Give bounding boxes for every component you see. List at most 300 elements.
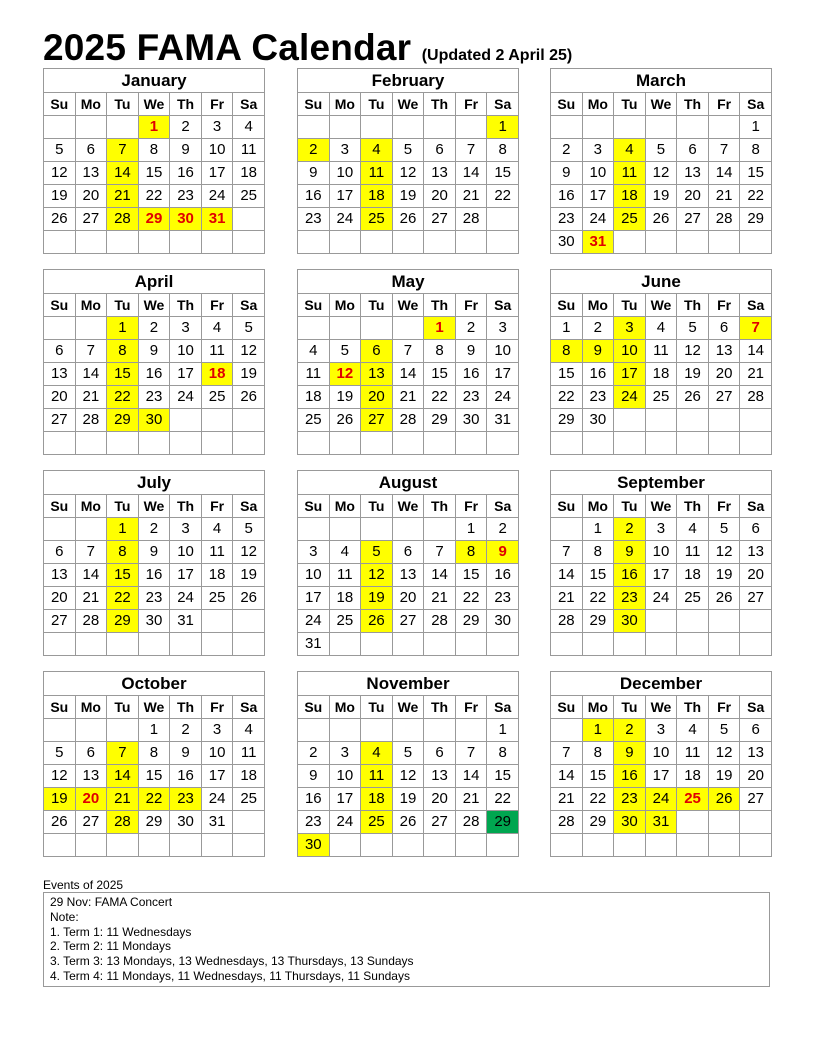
day-cell: 4 <box>201 518 233 541</box>
empty-cell <box>614 231 646 254</box>
weekday-header: We <box>392 696 424 719</box>
weekday-header: Mo <box>582 495 614 518</box>
weekday-header: Su <box>298 93 330 116</box>
day-cell: 18 <box>329 587 361 610</box>
day-cell: 10 <box>201 139 233 162</box>
empty-cell <box>75 231 107 254</box>
day-cell: 5 <box>44 139 76 162</box>
day-cell: 17 <box>645 765 677 788</box>
day-cell: 28 <box>455 208 487 231</box>
empty-cell <box>138 633 170 656</box>
weekday-header: Mo <box>75 696 107 719</box>
weekday-header: Th <box>677 93 709 116</box>
empty-cell <box>677 834 709 857</box>
day-cell: 12 <box>392 162 424 185</box>
empty-cell <box>329 719 361 742</box>
day-cell: 17 <box>170 564 202 587</box>
weekday-header: Sa <box>740 93 772 116</box>
day-cell: 14 <box>708 162 740 185</box>
page-subtitle: (Updated 2 April 25) <box>421 47 573 64</box>
month-table <box>297 68 519 254</box>
weekday-header: Fr <box>455 495 487 518</box>
day-cell: 16 <box>551 185 583 208</box>
day-cell: 2 <box>455 317 487 340</box>
month-name: April <box>44 270 265 294</box>
day-cell: 17 <box>201 162 233 185</box>
empty-cell <box>455 719 487 742</box>
month-name: September <box>551 471 772 495</box>
day-cell: 30 <box>487 610 519 633</box>
day-cell: 25 <box>233 185 265 208</box>
day-cell: 14 <box>75 363 107 386</box>
day-cell: 23 <box>487 587 519 610</box>
empty-cell <box>708 610 740 633</box>
day-cell: 9 <box>455 340 487 363</box>
day-cell: 21 <box>75 587 107 610</box>
day-cell: 2 <box>170 116 202 139</box>
day-cell: 8 <box>740 139 772 162</box>
day-cell: 28 <box>107 208 139 231</box>
day-cell: 30 <box>455 409 487 432</box>
weekday-header: Su <box>298 696 330 719</box>
day-cell: 18 <box>361 788 393 811</box>
weekday-header: Fr <box>708 696 740 719</box>
day-cell: 20 <box>677 185 709 208</box>
empty-cell <box>424 633 456 656</box>
day-cell: 10 <box>298 564 330 587</box>
day-cell: 24 <box>582 208 614 231</box>
weekday-header: We <box>138 495 170 518</box>
empty-cell <box>392 719 424 742</box>
day-cell: 23 <box>614 788 646 811</box>
day-cell: 3 <box>487 317 519 340</box>
weekday-header: Sa <box>487 495 519 518</box>
day-cell: 27 <box>44 409 76 432</box>
day-cell: 15 <box>424 363 456 386</box>
weekday-header: Th <box>170 93 202 116</box>
day-cell: 8 <box>582 742 614 765</box>
day-cell: 26 <box>329 409 361 432</box>
empty-cell <box>392 432 424 455</box>
month-table <box>550 470 772 656</box>
events-box <box>43 892 770 987</box>
day-cell: 16 <box>455 363 487 386</box>
day-cell: 14 <box>455 162 487 185</box>
empty-cell <box>614 834 646 857</box>
day-cell: 5 <box>645 139 677 162</box>
weekday-header: Su <box>551 696 583 719</box>
day-cell: 23 <box>138 386 170 409</box>
day-cell: 31 <box>487 409 519 432</box>
day-cell: 16 <box>170 765 202 788</box>
weekday-header: Tu <box>361 294 393 317</box>
weekday-header: Sa <box>740 495 772 518</box>
month-january <box>43 68 265 254</box>
day-cell: 24 <box>487 386 519 409</box>
day-cell: 1 <box>107 518 139 541</box>
day-cell: 19 <box>329 386 361 409</box>
empty-cell <box>708 231 740 254</box>
day-cell: 15 <box>138 162 170 185</box>
weekday-header: Fr <box>201 495 233 518</box>
day-cell: 9 <box>138 340 170 363</box>
day-cell: 5 <box>392 139 424 162</box>
day-cell: 8 <box>138 139 170 162</box>
weekday-header: Mo <box>75 495 107 518</box>
day-cell: 8 <box>138 742 170 765</box>
day-cell: 9 <box>298 162 330 185</box>
weekday-header: Th <box>424 495 456 518</box>
month-november <box>297 671 519 857</box>
day-cell: 11 <box>361 162 393 185</box>
empty-cell <box>740 409 772 432</box>
day-cell: 21 <box>392 386 424 409</box>
day-cell: 6 <box>361 340 393 363</box>
day-cell: 13 <box>44 363 76 386</box>
empty-cell <box>455 633 487 656</box>
day-cell: 24 <box>201 788 233 811</box>
day-cell: 18 <box>298 386 330 409</box>
day-cell: 24 <box>201 185 233 208</box>
day-cell: 21 <box>424 587 456 610</box>
weekday-header: Fr <box>455 93 487 116</box>
empty-cell <box>44 317 76 340</box>
empty-cell <box>44 834 76 857</box>
day-cell: 22 <box>740 185 772 208</box>
empty-cell <box>740 834 772 857</box>
day-cell: 24 <box>614 386 646 409</box>
day-cell: 25 <box>201 386 233 409</box>
empty-cell <box>551 116 583 139</box>
empty-cell <box>44 116 76 139</box>
empty-cell <box>329 432 361 455</box>
day-cell: 11 <box>233 139 265 162</box>
empty-cell <box>708 116 740 139</box>
day-cell: 27 <box>424 811 456 834</box>
day-cell: 7 <box>424 541 456 564</box>
day-cell: 19 <box>708 564 740 587</box>
day-cell: 3 <box>329 139 361 162</box>
weekday-header: Sa <box>740 696 772 719</box>
day-cell: 18 <box>645 363 677 386</box>
empty-cell <box>75 633 107 656</box>
day-cell: 15 <box>107 564 139 587</box>
empty-cell <box>424 518 456 541</box>
day-cell: 2 <box>170 719 202 742</box>
empty-cell <box>361 116 393 139</box>
day-cell: 10 <box>170 541 202 564</box>
weekday-header: Mo <box>582 294 614 317</box>
day-cell: 22 <box>424 386 456 409</box>
month-table <box>550 269 772 455</box>
day-cell: 16 <box>138 363 170 386</box>
empty-cell <box>298 116 330 139</box>
day-cell: 13 <box>75 765 107 788</box>
weekday-header: Fr <box>708 294 740 317</box>
empty-cell <box>361 231 393 254</box>
day-cell: 11 <box>361 765 393 788</box>
day-cell: 1 <box>455 518 487 541</box>
day-cell: 27 <box>740 788 772 811</box>
day-cell: 30 <box>138 610 170 633</box>
weekday-header: We <box>138 696 170 719</box>
day-cell: 13 <box>424 765 456 788</box>
day-cell: 4 <box>233 719 265 742</box>
month-february <box>297 68 519 254</box>
day-cell: 17 <box>645 564 677 587</box>
day-cell: 15 <box>582 765 614 788</box>
empty-cell <box>708 834 740 857</box>
day-cell: 30 <box>170 208 202 231</box>
weekday-header: Sa <box>233 495 265 518</box>
day-cell: 8 <box>487 139 519 162</box>
empty-cell <box>424 116 456 139</box>
weekday-header: We <box>645 495 677 518</box>
day-cell: 27 <box>75 208 107 231</box>
empty-cell <box>75 116 107 139</box>
day-cell: 26 <box>708 587 740 610</box>
empty-cell <box>392 317 424 340</box>
weekday-header: Su <box>44 93 76 116</box>
day-cell: 31 <box>582 231 614 254</box>
day-cell: 10 <box>329 162 361 185</box>
day-cell: 21 <box>455 788 487 811</box>
day-cell: 8 <box>487 742 519 765</box>
day-cell: 8 <box>582 541 614 564</box>
day-cell: 24 <box>170 386 202 409</box>
day-cell: 6 <box>75 742 107 765</box>
day-cell: 18 <box>677 564 709 587</box>
weekday-header: Sa <box>487 93 519 116</box>
day-cell: 14 <box>392 363 424 386</box>
month-december <box>550 671 772 857</box>
day-cell: 27 <box>392 610 424 633</box>
day-cell: 22 <box>107 587 139 610</box>
day-cell: 17 <box>614 363 646 386</box>
day-cell: 20 <box>44 386 76 409</box>
day-cell: 11 <box>677 742 709 765</box>
empty-cell <box>645 409 677 432</box>
day-cell: 15 <box>551 363 583 386</box>
month-name: February <box>298 69 519 93</box>
empty-cell <box>107 116 139 139</box>
empty-cell <box>645 432 677 455</box>
day-cell: 2 <box>551 139 583 162</box>
day-cell: 6 <box>392 541 424 564</box>
weekday-header: Fr <box>201 696 233 719</box>
empty-cell <box>455 432 487 455</box>
day-cell: 24 <box>645 587 677 610</box>
empty-cell <box>44 231 76 254</box>
day-cell: 2 <box>298 742 330 765</box>
day-cell: 17 <box>487 363 519 386</box>
day-cell: 4 <box>233 116 265 139</box>
day-cell: 7 <box>551 742 583 765</box>
month-october <box>43 671 265 857</box>
empty-cell <box>170 409 202 432</box>
empty-cell <box>645 610 677 633</box>
day-cell: 31 <box>201 208 233 231</box>
day-cell: 5 <box>233 317 265 340</box>
empty-cell <box>487 208 519 231</box>
day-cell: 16 <box>582 363 614 386</box>
day-cell: 5 <box>677 317 709 340</box>
weekday-header: Mo <box>329 93 361 116</box>
weekday-header: Su <box>298 495 330 518</box>
empty-cell <box>361 719 393 742</box>
day-cell: 5 <box>708 518 740 541</box>
day-cell: 5 <box>708 719 740 742</box>
empty-cell <box>582 432 614 455</box>
day-cell: 18 <box>201 363 233 386</box>
day-cell: 15 <box>107 363 139 386</box>
day-cell: 1 <box>487 719 519 742</box>
weekday-header: Th <box>170 294 202 317</box>
empty-cell <box>298 317 330 340</box>
day-cell: 29 <box>740 208 772 231</box>
weekday-header: Su <box>298 294 330 317</box>
day-cell: 26 <box>44 811 76 834</box>
empty-cell <box>677 116 709 139</box>
day-cell: 25 <box>233 788 265 811</box>
day-cell: 29 <box>138 208 170 231</box>
weekday-header: Tu <box>614 93 646 116</box>
day-cell: 22 <box>487 788 519 811</box>
day-cell: 25 <box>201 587 233 610</box>
weekday-header: Su <box>44 696 76 719</box>
day-cell: 21 <box>107 185 139 208</box>
month-table <box>297 671 519 857</box>
day-cell: 9 <box>614 742 646 765</box>
day-cell: 10 <box>170 340 202 363</box>
empty-cell <box>233 834 265 857</box>
month-september <box>550 470 772 656</box>
day-cell: 11 <box>677 541 709 564</box>
weekday-header: Mo <box>582 93 614 116</box>
month-july <box>43 470 265 656</box>
day-cell: 9 <box>170 742 202 765</box>
empty-cell <box>329 518 361 541</box>
day-cell: 9 <box>614 541 646 564</box>
empty-cell <box>614 633 646 656</box>
day-cell: 27 <box>677 208 709 231</box>
day-cell: 26 <box>233 587 265 610</box>
day-cell: 28 <box>708 208 740 231</box>
empty-cell <box>201 633 233 656</box>
day-cell: 14 <box>740 340 772 363</box>
weekday-header: We <box>138 93 170 116</box>
empty-cell <box>233 208 265 231</box>
day-cell: 11 <box>614 162 646 185</box>
day-cell: 16 <box>298 185 330 208</box>
weekday-header: Tu <box>107 294 139 317</box>
empty-cell <box>392 518 424 541</box>
day-cell: 25 <box>614 208 646 231</box>
day-cell: 21 <box>708 185 740 208</box>
day-cell: 11 <box>201 541 233 564</box>
empty-cell <box>75 432 107 455</box>
empty-cell <box>487 231 519 254</box>
empty-cell <box>677 231 709 254</box>
day-cell: 16 <box>138 564 170 587</box>
weekday-header: Fr <box>201 294 233 317</box>
empty-cell <box>201 231 233 254</box>
day-cell: 13 <box>392 564 424 587</box>
empty-cell <box>107 231 139 254</box>
weekday-header: Tu <box>614 495 646 518</box>
weekday-header: Fr <box>455 696 487 719</box>
weekday-header: We <box>645 696 677 719</box>
weekday-header: Fr <box>455 294 487 317</box>
day-cell: 4 <box>298 340 330 363</box>
day-cell: 6 <box>75 139 107 162</box>
weekday-header: Tu <box>361 495 393 518</box>
day-cell: 25 <box>361 208 393 231</box>
day-cell: 2 <box>582 317 614 340</box>
empty-cell <box>170 432 202 455</box>
day-cell: 12 <box>361 564 393 587</box>
day-cell: 17 <box>298 587 330 610</box>
empty-cell <box>677 432 709 455</box>
empty-cell <box>233 811 265 834</box>
empty-cell <box>392 231 424 254</box>
weekday-header: Mo <box>75 93 107 116</box>
month-table <box>43 671 265 857</box>
day-cell: 24 <box>645 788 677 811</box>
day-cell: 16 <box>298 788 330 811</box>
weekday-header: Su <box>44 294 76 317</box>
day-cell: 12 <box>44 162 76 185</box>
day-cell: 21 <box>740 363 772 386</box>
day-cell: 5 <box>329 340 361 363</box>
day-cell: 10 <box>329 765 361 788</box>
day-cell: 3 <box>170 317 202 340</box>
month-table <box>43 269 265 455</box>
empty-cell <box>614 409 646 432</box>
empty-cell <box>75 834 107 857</box>
day-cell: 20 <box>740 765 772 788</box>
day-cell: 4 <box>614 139 646 162</box>
day-cell: 8 <box>455 541 487 564</box>
event-line: 29 Nov: FAMA Concert <box>50 895 173 909</box>
day-cell: 6 <box>424 742 456 765</box>
day-cell: 22 <box>138 788 170 811</box>
day-cell: 13 <box>740 541 772 564</box>
event-line: 2. Term 2: 11 Mondays <box>50 939 171 954</box>
month-table <box>43 470 265 656</box>
day-cell: 12 <box>329 363 361 386</box>
day-cell: 22 <box>551 386 583 409</box>
day-cell: 31 <box>298 633 330 656</box>
day-cell: 8 <box>551 340 583 363</box>
day-cell: 25 <box>677 587 709 610</box>
day-cell: 26 <box>233 386 265 409</box>
day-cell: 20 <box>424 788 456 811</box>
day-cell: 28 <box>551 610 583 633</box>
empty-cell <box>455 834 487 857</box>
day-cell: 28 <box>740 386 772 409</box>
day-cell: 23 <box>170 185 202 208</box>
empty-cell <box>424 834 456 857</box>
day-cell: 11 <box>298 363 330 386</box>
day-cell: 10 <box>582 162 614 185</box>
day-cell: 31 <box>645 811 677 834</box>
month-name: January <box>44 69 265 93</box>
day-cell: 1 <box>424 317 456 340</box>
empty-cell <box>75 518 107 541</box>
weekday-header: Fr <box>201 93 233 116</box>
weekday-header: Th <box>424 294 456 317</box>
